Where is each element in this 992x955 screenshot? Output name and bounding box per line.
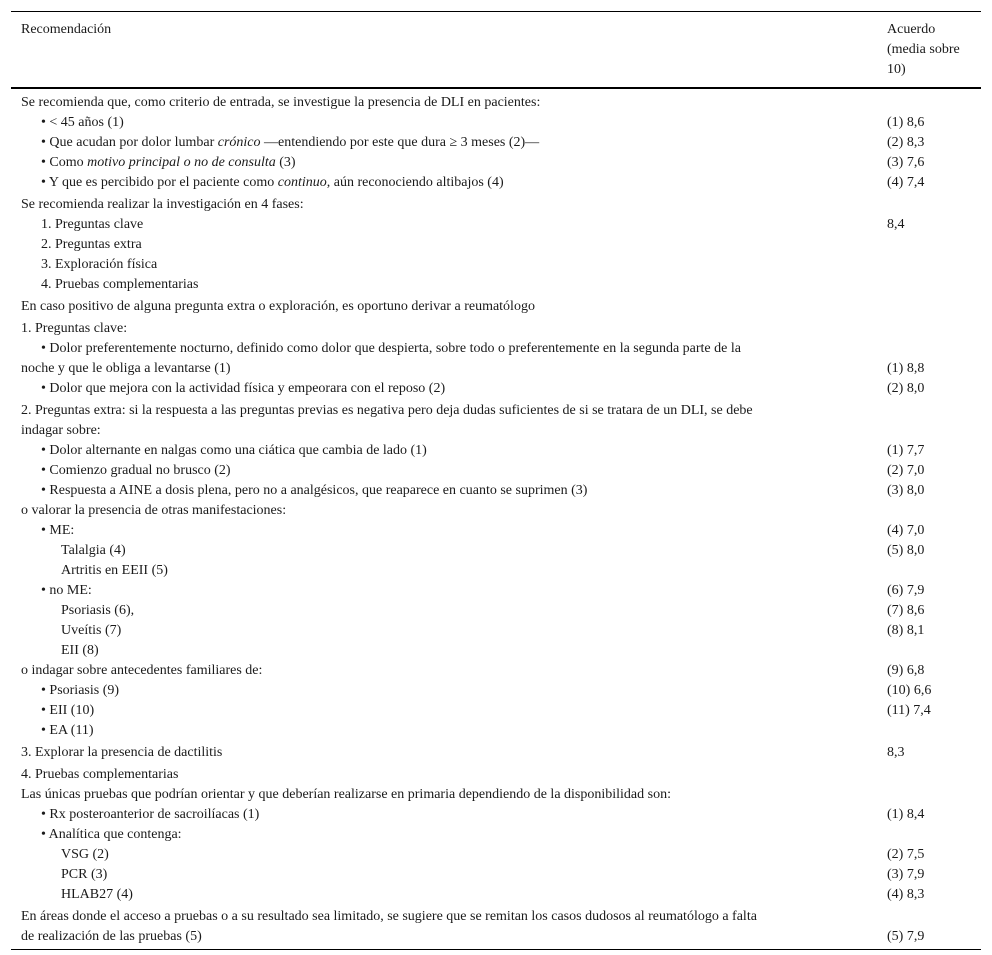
row-value: 8,4 bbox=[887, 217, 905, 232]
table-row bbox=[11, 601, 981, 621]
row-text: • Analítica que contenga: bbox=[41, 827, 182, 842]
table-row bbox=[11, 621, 981, 641]
table-row bbox=[11, 785, 981, 805]
row-text: • Respuesta a AINE a dosis plena, pero no a analgésicos, que reaparece en cuanto se suprimen (3) bbox=[41, 483, 588, 498]
table-row bbox=[11, 275, 981, 295]
row-text: • Rx posteroanterior de sacroilíacas (1) bbox=[41, 807, 260, 822]
table-row bbox=[11, 561, 981, 581]
table-row bbox=[11, 521, 981, 541]
table-row bbox=[11, 825, 981, 845]
table-row bbox=[11, 641, 981, 661]
row-text: 4. Pruebas complementarias bbox=[41, 277, 199, 292]
table-row bbox=[11, 927, 981, 950]
row-text: Artritis en EEII (5) bbox=[61, 563, 168, 578]
row-text: • ME: bbox=[41, 523, 75, 538]
row-value: (8) 8,1 bbox=[887, 623, 925, 638]
table-row bbox=[11, 317, 981, 339]
row-text: de realización de las pruebas (5) bbox=[21, 929, 202, 944]
table-header-row bbox=[11, 12, 981, 89]
row-text: • < 45 años (1) bbox=[41, 115, 124, 130]
row-value: (6) 7,9 bbox=[887, 583, 925, 598]
row-value: (2) 8,3 bbox=[887, 135, 925, 150]
row-text: 2. Preguntas extra: si la respuesta a las preguntas previas es negativa pero deja dudas suficientes de si se tratara de un DLI, se debe bbox=[21, 403, 753, 418]
row-value: 8,3 bbox=[887, 745, 905, 760]
table-row bbox=[11, 359, 981, 379]
row-value: (9) 6,8 bbox=[887, 663, 925, 678]
table-row bbox=[11, 845, 981, 865]
row-emphasis: motivo principal o no de consulta bbox=[87, 155, 276, 170]
table-row bbox=[11, 295, 981, 317]
row-text: Se recomienda que, como criterio de entrada, se investigue la presencia de DLI en pacientes: bbox=[21, 95, 541, 110]
table-row bbox=[11, 805, 981, 825]
row-text: • Como bbox=[41, 155, 88, 170]
row-text: • EII (10) bbox=[41, 703, 95, 718]
row-value: (5) 8,0 bbox=[887, 543, 925, 558]
row-text: o valorar la presencia de otras manifestaciones: bbox=[21, 503, 287, 518]
row-text: 1. Preguntas clave: bbox=[21, 321, 128, 336]
row-value: (3) 7,9 bbox=[887, 867, 925, 882]
row-value: (1) 8,6 bbox=[887, 115, 925, 130]
row-text: En caso positivo de alguna pregunta extra o exploración, es oportuno derivar a reumatólogo bbox=[21, 299, 535, 314]
row-text: —entendiendo por este que dura ≥ 3 meses (2)— bbox=[260, 135, 540, 150]
row-text: noche y que le obliga a levantarse (1) bbox=[21, 361, 231, 376]
table-row bbox=[11, 421, 981, 441]
row-emphasis: continuo bbox=[277, 175, 327, 190]
table-row bbox=[11, 255, 981, 275]
row-text: EII (8) bbox=[61, 643, 99, 658]
row-text: PCR (3) bbox=[61, 867, 108, 882]
row-text: • Dolor que mejora con la actividad física y empeorara con el reposo (2) bbox=[41, 381, 446, 396]
row-text: En áreas donde el acceso a pruebas o a su resultado sea limitado, se sugiere que se remitan los casos dudosos al reumatólogo a falta bbox=[21, 909, 757, 924]
recommendations-table bbox=[11, 11, 981, 950]
row-text: • Dolor preferentemente nocturno, definido como dolor que despierta, sobre todo o preferentemente en la segunda parte de la bbox=[41, 341, 741, 356]
row-value: (10) 6,6 bbox=[887, 683, 932, 698]
header-acuerdo: Acuerdo (media sobre 10) bbox=[887, 22, 960, 77]
row-text: Psoriasis (6), bbox=[61, 603, 135, 618]
table-row bbox=[11, 379, 981, 399]
row-text: VSG (2) bbox=[61, 847, 109, 862]
row-text: • Que acudan por dolor lumbar bbox=[41, 135, 218, 150]
row-text: • Dolor alternante en nalgas como una ciática que cambia de lado (1) bbox=[41, 443, 427, 458]
table-row bbox=[11, 193, 981, 215]
row-value: (1) 8,8 bbox=[887, 361, 925, 376]
row-emphasis: crónico bbox=[217, 135, 261, 150]
row-value: (4) 7,0 bbox=[887, 523, 925, 538]
table-row bbox=[11, 133, 981, 153]
table-row bbox=[11, 741, 981, 763]
table-row bbox=[11, 721, 981, 741]
row-value: (4) 7,4 bbox=[887, 175, 925, 190]
row-text: • Psoriasis (9) bbox=[41, 683, 120, 698]
table-row bbox=[11, 905, 981, 927]
table-row bbox=[11, 235, 981, 255]
table-row bbox=[11, 885, 981, 905]
table-row bbox=[11, 501, 981, 521]
row-text: Las únicas pruebas que podrían orientar y que deberían realizarse en primaria dependiendo de la disponibilidad son: bbox=[21, 787, 671, 802]
row-value: (5) 7,9 bbox=[887, 929, 925, 944]
row-text: Talalgia (4) bbox=[61, 543, 126, 558]
row-text: HLAB27 (4) bbox=[61, 887, 133, 902]
row-text: 1. Preguntas clave bbox=[41, 217, 144, 232]
table-row bbox=[11, 481, 981, 501]
table-row bbox=[11, 541, 981, 561]
row-value: (11) 7,4 bbox=[887, 703, 931, 718]
table-row bbox=[11, 661, 981, 681]
row-value: (1) 7,7 bbox=[887, 443, 925, 458]
row-text: • no ME: bbox=[41, 583, 92, 598]
table-row bbox=[11, 581, 981, 601]
row-value: (3) 7,6 bbox=[887, 155, 925, 170]
row-text: , aún reconociendo altibajos (4) bbox=[326, 175, 504, 190]
row-text: 3. Exploración física bbox=[41, 257, 158, 272]
header-recomendacion: Recomendación bbox=[21, 22, 112, 37]
table-row bbox=[11, 153, 981, 173]
row-value: (7) 8,6 bbox=[887, 603, 925, 618]
table-row bbox=[11, 339, 981, 359]
row-value: (2) 7,0 bbox=[887, 463, 925, 478]
table-row bbox=[11, 461, 981, 481]
table-row bbox=[11, 865, 981, 885]
row-value: (3) 8,0 bbox=[887, 483, 925, 498]
row-text: • Comienzo gradual no brusco (2) bbox=[41, 463, 231, 478]
table-row bbox=[11, 88, 981, 113]
table-row bbox=[11, 215, 981, 235]
row-value: (4) 8,3 bbox=[887, 887, 925, 902]
row-text: Uveítis (7) bbox=[61, 623, 122, 638]
row-text: indagar sobre: bbox=[21, 423, 101, 438]
row-text: Se recomienda realizar la investigación en 4 fases: bbox=[21, 197, 304, 212]
table-row bbox=[11, 173, 981, 193]
row-value: (1) 8,4 bbox=[887, 807, 925, 822]
row-text: (3) bbox=[275, 155, 296, 170]
table-row bbox=[11, 763, 981, 785]
table-row bbox=[11, 701, 981, 721]
row-text: • Y que es percibido por el paciente como bbox=[41, 175, 278, 190]
row-text: 3. Explorar la presencia de dactilitis bbox=[21, 745, 223, 760]
row-value: (2) 7,5 bbox=[887, 847, 925, 862]
row-value: (2) 8,0 bbox=[887, 381, 925, 396]
row-text: 4. Pruebas complementarias bbox=[21, 767, 179, 782]
row-text: • EA (11) bbox=[41, 723, 94, 738]
row-text: 2. Preguntas extra bbox=[41, 237, 142, 252]
row-text: o indagar sobre antecedentes familiares de: bbox=[21, 663, 263, 678]
table-row bbox=[11, 113, 981, 133]
table-row bbox=[11, 441, 981, 461]
table-row bbox=[11, 681, 981, 701]
table-row bbox=[11, 399, 981, 421]
